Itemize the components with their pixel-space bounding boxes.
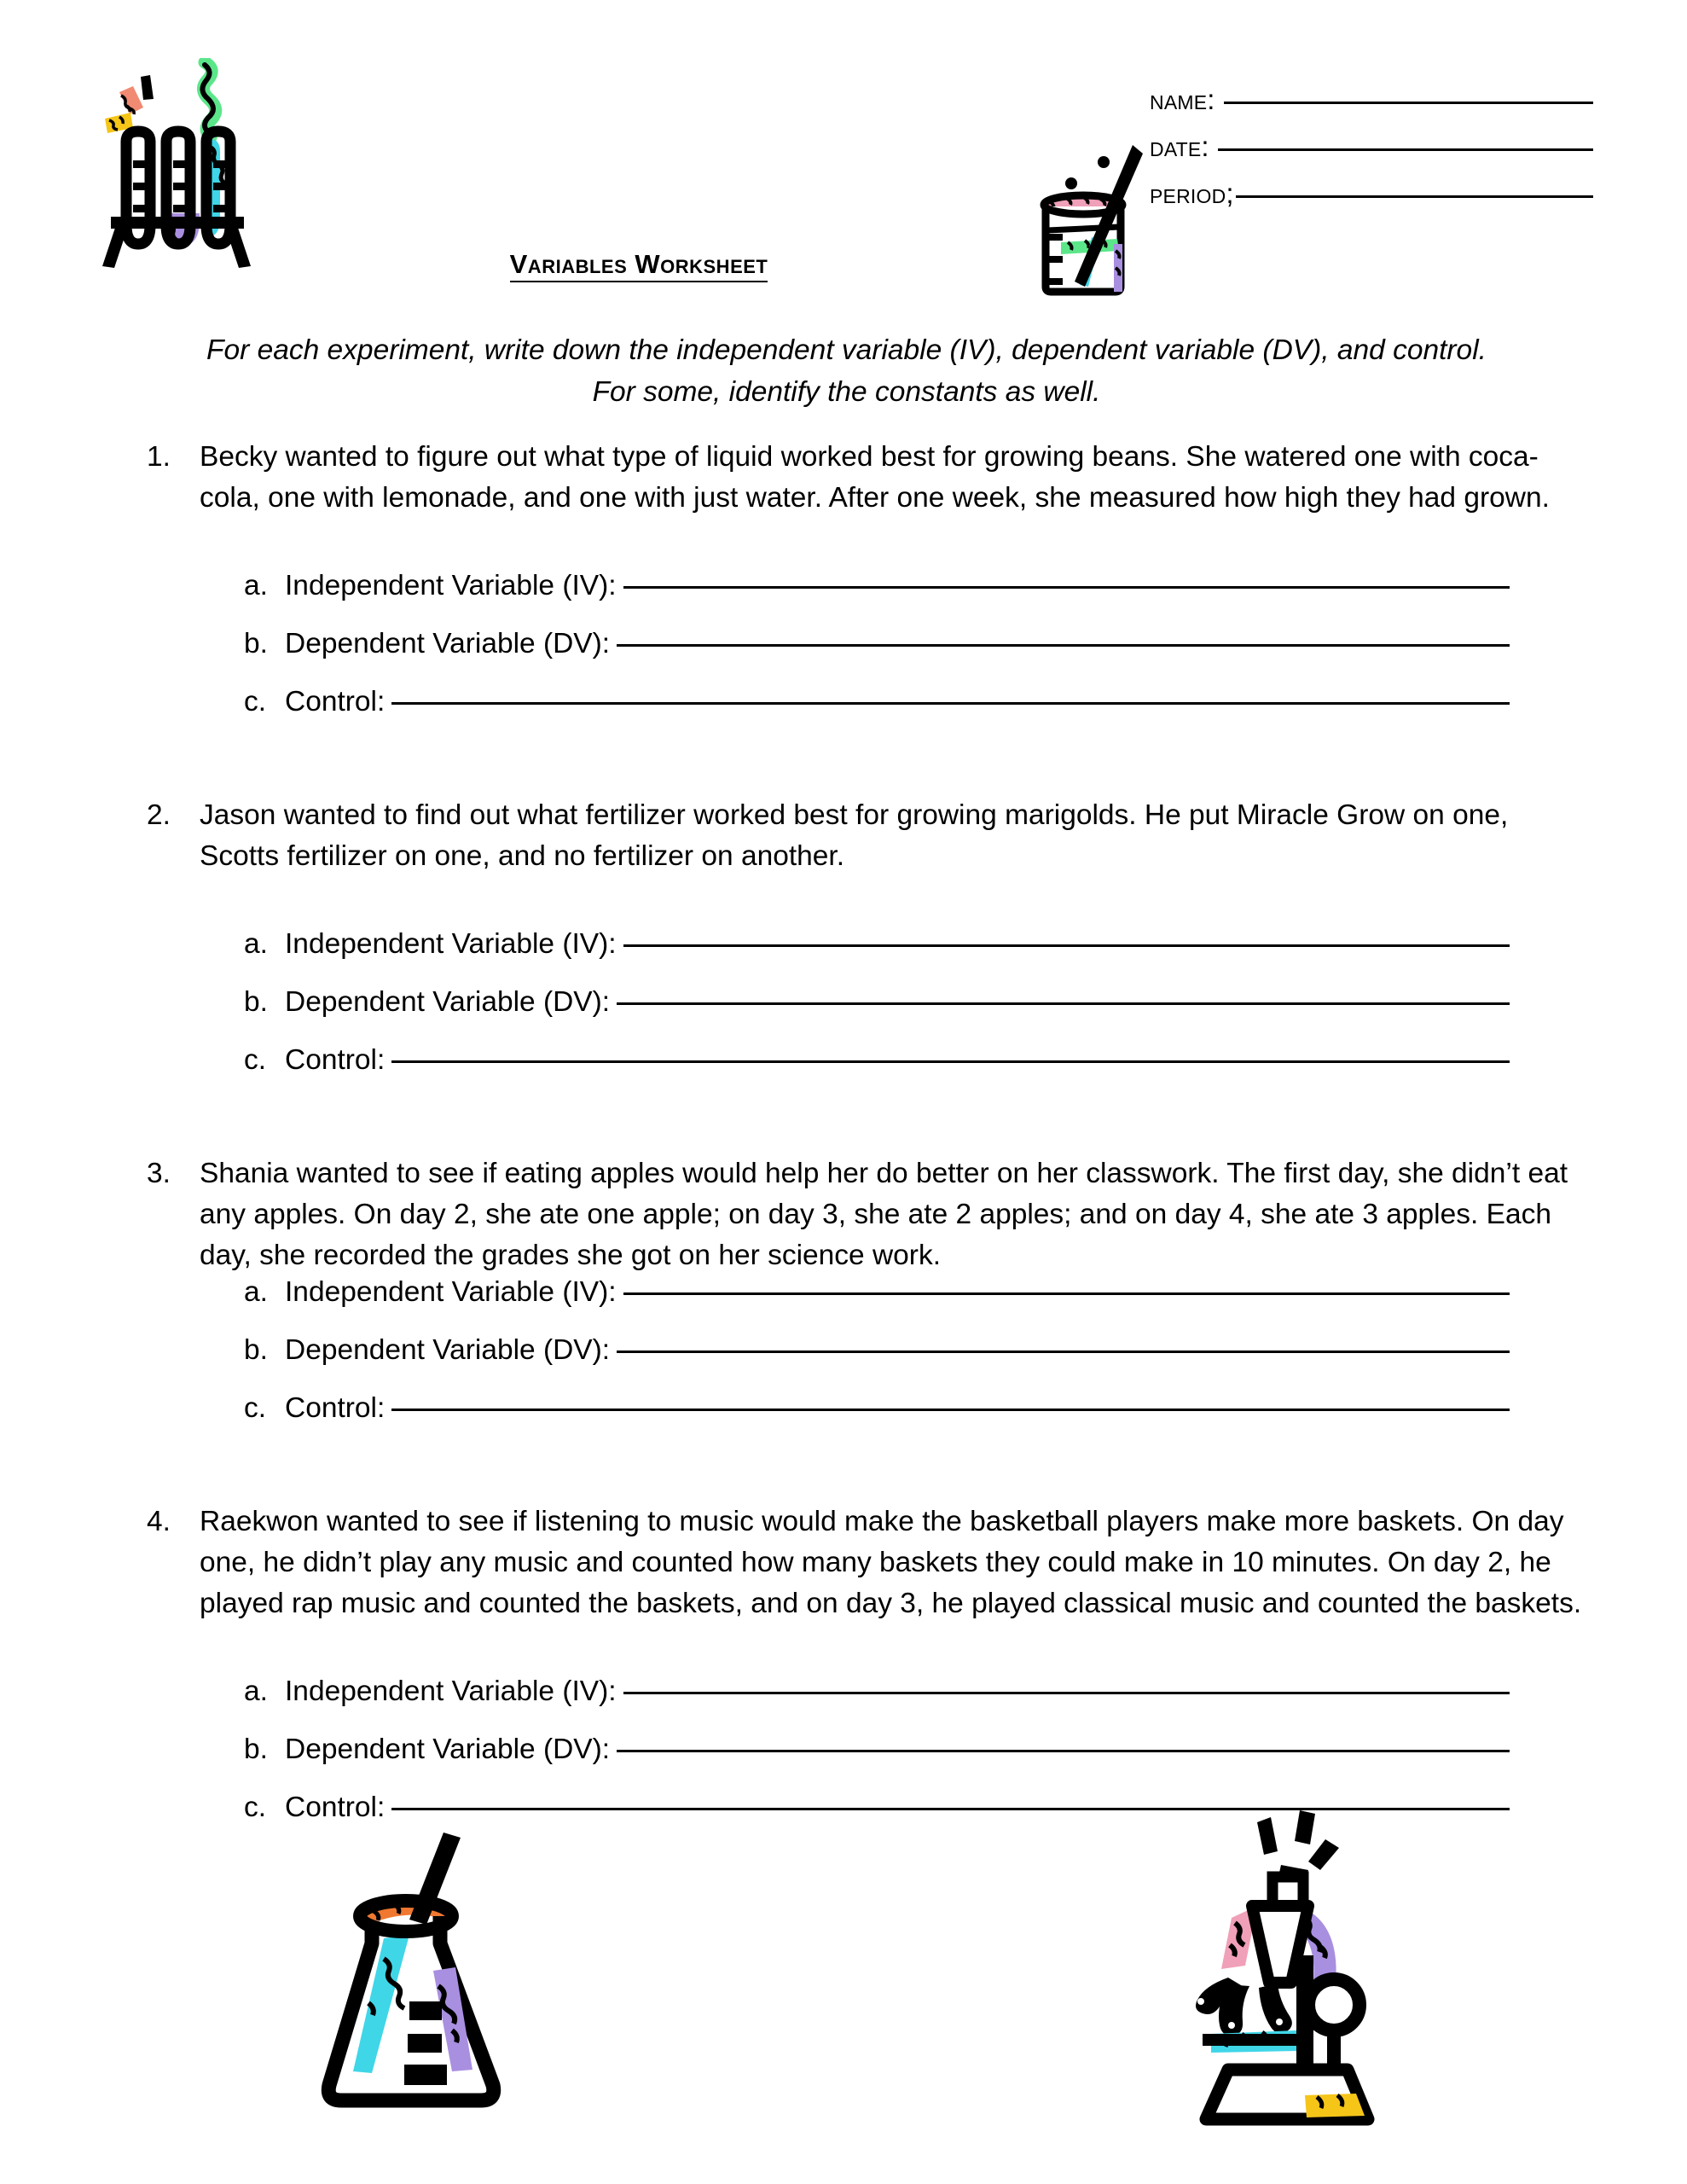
sub-letter-a: a. xyxy=(244,1276,268,1308)
instructions-line-2: For some, identify the constants as well. xyxy=(592,376,1101,408)
question-3-iv-row xyxy=(244,1276,1586,1334)
question-3-text: Shania wanted to see if eating apples would help her do better on her classwork. The first day, she didn’t eat any apples. On day 2, she ate one apple; on day 3, she ate 2 apples; and on day 4, she ate 3 apples. Each day, she recorded the grades she got on her science work. xyxy=(200,1158,1568,1271)
question-2-iv-row xyxy=(244,928,1586,986)
question-2-control-input[interactable] xyxy=(391,1060,1510,1063)
period-field-row xyxy=(1150,177,1593,224)
question-1-number: 1. xyxy=(147,441,171,473)
independent-variable-label: Independent Variable (IV): xyxy=(285,928,617,960)
question-1-control-row xyxy=(244,686,1586,744)
sub-letter-a: a. xyxy=(244,570,268,601)
instructions xyxy=(90,329,1603,413)
question-4 xyxy=(0,1502,1687,1850)
question-3-answers xyxy=(0,1276,1687,1450)
question-3-body xyxy=(0,1153,1687,1276)
question-3-iv-input[interactable] xyxy=(623,1292,1510,1295)
sub-letter-b: b. xyxy=(244,628,268,659)
page-header xyxy=(0,0,1687,324)
sub-letter-a: a. xyxy=(244,1676,268,1707)
question-1-iv-row xyxy=(244,570,1586,628)
control-label: Control: xyxy=(285,1044,386,1076)
question-4-text: Raekwon wanted to see if listening to music would make the basketball players make more baskets. On day one, he didn’t play any music and counted how many baskets they could make in 10 minutes. On day 2, he played rap music and counted the baskets, and on day 3, he played classical music and counted the baskets. xyxy=(200,1506,1582,1619)
independent-variable-label: Independent Variable (IV): xyxy=(285,1276,617,1308)
question-1-text: Becky wanted to figure out what type of liquid worked best for growing beans. She watered one with coca-cola, one with lemonade, and one with just water. After one week, she measured how high they had grown. xyxy=(200,441,1550,514)
dependent-variable-label: Dependent Variable (DV): xyxy=(285,986,611,1018)
sub-letter-b: b. xyxy=(244,1334,268,1366)
sub-letter-a: a. xyxy=(244,928,268,960)
question-1-dv-row xyxy=(244,628,1586,686)
sub-letter-c: c. xyxy=(244,1044,267,1076)
page-title-text: Variables Worksheet xyxy=(510,249,768,282)
question-1-iv-input[interactable] xyxy=(623,586,1510,589)
question-2-dv-row xyxy=(244,986,1586,1044)
question-2 xyxy=(0,795,1687,1102)
control-label: Control: xyxy=(285,1392,386,1424)
independent-variable-label: Independent Variable (IV): xyxy=(285,1676,617,1707)
question-4-iv-input[interactable] xyxy=(623,1692,1510,1694)
question-4-body xyxy=(0,1502,1687,1624)
question-4-iv-row xyxy=(244,1676,1586,1734)
question-1-control-input[interactable] xyxy=(391,702,1510,705)
date-input[interactable] xyxy=(1218,148,1593,151)
question-2-text: Jason wanted to find out what fertilizer worked best for growing marigolds. He put Miracle Grow on one, Scotts fertilizer on one, and no fertilizer on another. xyxy=(200,799,1509,872)
period-label: period; xyxy=(1150,177,1234,209)
control-label: Control: xyxy=(285,1792,386,1823)
question-1-answers xyxy=(0,570,1687,744)
name-input[interactable] xyxy=(1224,102,1593,104)
question-1 xyxy=(0,437,1687,744)
dependent-variable-label: Dependent Variable (DV): xyxy=(285,1734,611,1765)
sub-letter-b: b. xyxy=(244,986,268,1018)
question-2-iv-input[interactable] xyxy=(623,944,1510,947)
question-4-number: 4. xyxy=(147,1506,171,1537)
question-4-dv-row xyxy=(244,1734,1586,1792)
date-label: date: xyxy=(1150,131,1209,162)
instructions-line-1: For each experiment, write down the independent variable (IV), dependent variable (DV), and control. xyxy=(206,334,1487,366)
independent-variable-label: Independent Variable (IV): xyxy=(285,570,617,601)
question-2-dv-input[interactable] xyxy=(617,1002,1510,1005)
microscope-icon xyxy=(1153,1798,1409,2157)
control-label: Control: xyxy=(285,686,386,717)
date-field-row xyxy=(1150,131,1593,177)
question-4-answers xyxy=(0,1676,1687,1850)
sub-letter-b: b. xyxy=(244,1734,268,1765)
sub-letter-c: c. xyxy=(244,1392,267,1424)
question-2-number: 2. xyxy=(147,799,171,831)
question-3-control-row xyxy=(244,1392,1586,1450)
question-3-dv-input[interactable] xyxy=(617,1350,1510,1353)
question-2-control-row xyxy=(244,1044,1586,1102)
question-list xyxy=(0,437,1687,1850)
question-2-answers xyxy=(0,928,1687,1102)
dependent-variable-label: Dependent Variable (DV): xyxy=(285,1334,611,1366)
sub-letter-c: c. xyxy=(244,686,267,717)
student-info-fields xyxy=(1150,84,1593,224)
question-1-dv-input[interactable] xyxy=(617,644,1510,647)
question-1-body xyxy=(0,437,1687,519)
question-3-dv-row xyxy=(244,1334,1586,1392)
dependent-variable-label: Dependent Variable (DV): xyxy=(285,628,611,659)
question-3-control-input[interactable] xyxy=(391,1409,1510,1411)
page-title xyxy=(0,249,1687,280)
name-label: name: xyxy=(1150,84,1215,115)
question-3-number: 3. xyxy=(147,1158,171,1189)
test-tube-rack-icon xyxy=(101,58,288,271)
question-2-body xyxy=(0,795,1687,877)
period-input[interactable] xyxy=(1236,195,1593,198)
name-field-row xyxy=(1150,84,1593,131)
question-4-dv-input[interactable] xyxy=(617,1750,1510,1752)
erlenmeyer-flask-icon xyxy=(305,1815,570,2157)
sub-letter-c: c. xyxy=(244,1792,267,1823)
question-3 xyxy=(0,1153,1687,1450)
